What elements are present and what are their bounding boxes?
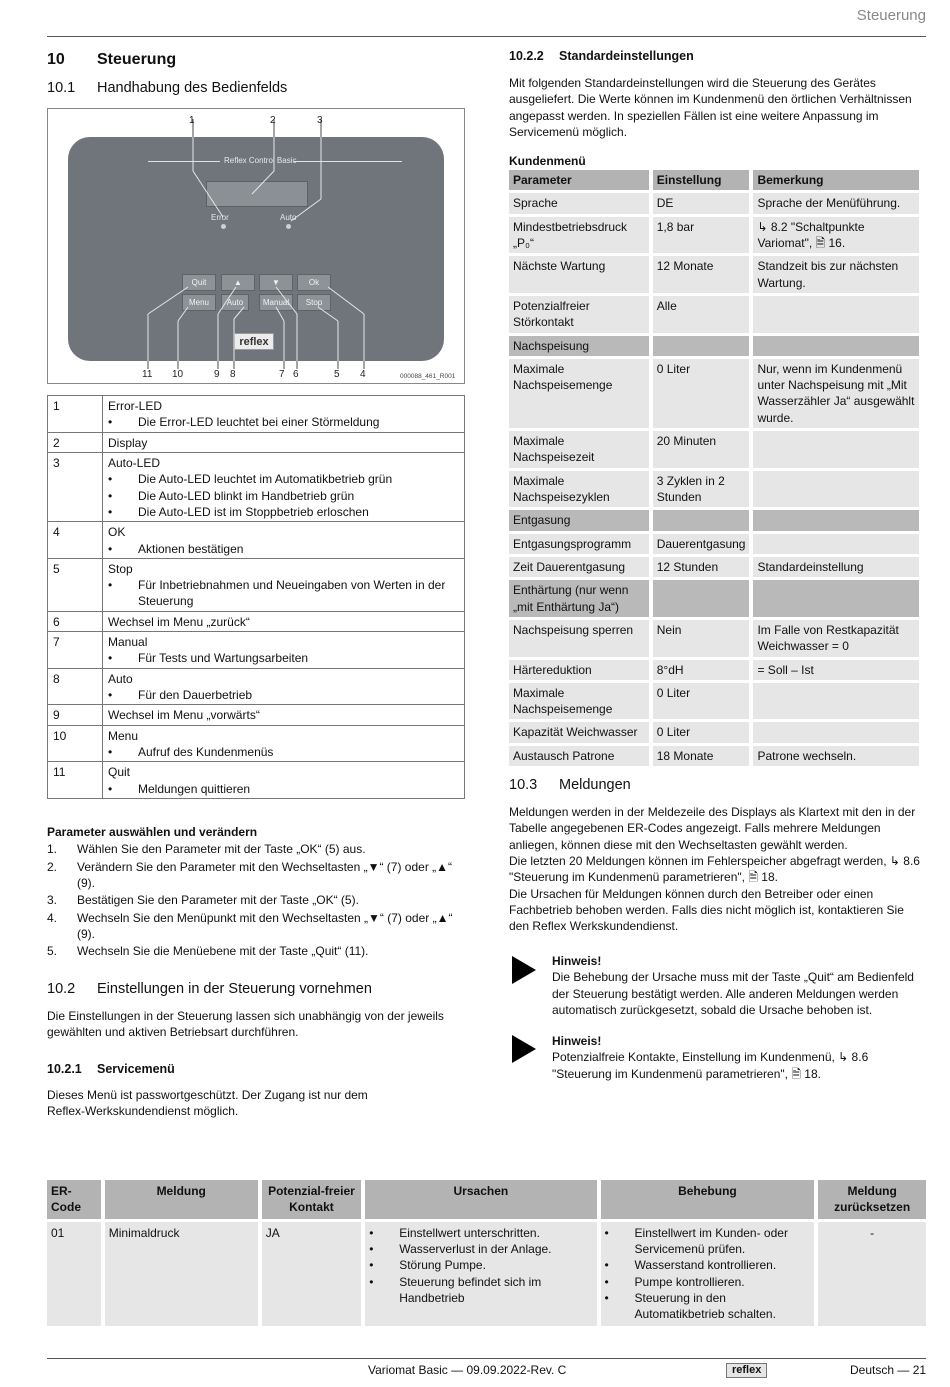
legend-description <box>103 396 465 433</box>
step-index: 1. <box>47 842 58 857</box>
up-key[interactable]: ▲ <box>221 274 255 291</box>
setting-cell: Alle <box>653 296 750 333</box>
section-10-3-heading: 10.3 Meldungen <box>509 777 631 793</box>
kundenmenu-row <box>509 557 919 577</box>
setting-cell: 18 Monate <box>653 746 750 766</box>
legend-description <box>103 725 465 762</box>
legend-bullet: • Meldungen quittieren <box>108 781 459 797</box>
legend-title: Auto <box>108 671 133 686</box>
remark-cell <box>753 683 919 720</box>
legend-number: 6 <box>48 611 103 631</box>
legend-number: 7 <box>48 632 103 669</box>
hint-arrow-icon <box>512 956 536 984</box>
parameter-cell: Maximale Nachspeisezeit <box>509 431 649 468</box>
menu-key[interactable]: Menu <box>182 294 216 311</box>
kundenmenu-section-row <box>509 580 919 617</box>
parameter-heading: Parameter auswählen und verändern <box>47 825 258 839</box>
er-code-table <box>43 1177 930 1329</box>
setting-cell <box>653 336 750 356</box>
legend-row <box>48 396 465 433</box>
setting-cell: 0 Liter <box>653 359 750 428</box>
remark-cell <box>753 510 919 530</box>
parameter-cell: Potenzialfreier Störkontakt <box>509 296 649 333</box>
error-led-label: Error <box>211 213 229 222</box>
callout-2: 2 <box>270 115 276 126</box>
er-behebung-cell <box>601 1222 815 1326</box>
callout-3: 3 <box>317 115 323 126</box>
parameter-cell: Zeit Dauerentgasung <box>509 557 649 577</box>
behebung-bullet: • Einstellwert im Kunden- oder Servicemenü prüfen. <box>605 1225 811 1258</box>
ursache-bullet: • Wasserverlust in der Anlage. <box>369 1241 592 1257</box>
header-rule <box>47 36 926 37</box>
legend-number: 3 <box>48 452 103 521</box>
legend-title: Error-LED <box>108 399 163 413</box>
figure-code: 000088_461_R001 <box>400 373 456 380</box>
parameter-cell: Maximale Nachspeisezyklen <box>509 471 649 508</box>
remark-cell <box>753 471 919 508</box>
setting-cell: Nein <box>653 620 750 657</box>
legend-table <box>47 395 465 799</box>
setting-cell: 0 Liter <box>653 683 750 720</box>
hint-1-text: Die Behebung der Ursache muss mit der Taste „Quit“ am Bedienfeld der Steuerung bestätigt werden. Alle anderen Meldungen werden automatisch zurückgesetzt, sobald die Ursache behoben ist. <box>552 970 914 1017</box>
setting-cell: 0 Liter <box>653 722 750 742</box>
hint-arrow-icon <box>512 1035 536 1063</box>
section-10-2-heading: 10.2 Einstellungen in der Steuerung vornehmen <box>47 981 372 997</box>
step-text: Wechseln Sie den Menüpunkt mit den Wechseltasten „▼“ (7) oder „▲“ (9). <box>77 910 453 941</box>
auto-led-label: Auto <box>280 213 297 222</box>
er-header-cell: Ursachen <box>365 1180 596 1219</box>
kundenmenu-row <box>509 359 919 428</box>
parameter-step <box>47 841 465 857</box>
legend-title: Auto-LED <box>108 455 161 470</box>
legend-row <box>48 558 465 611</box>
step-index: 2. <box>47 859 58 874</box>
legend-title: Stop <box>108 561 133 576</box>
parameter-cell: Entgasung <box>509 510 649 530</box>
er-header-cell: Meldung <box>105 1180 258 1219</box>
legend-number: 11 <box>48 762 103 799</box>
parameter-cell: Mindestbetriebsdruck „P₀“ <box>509 217 649 254</box>
hint-2 <box>552 1033 926 1082</box>
parameter-cell: Nachspeisung <box>509 336 649 356</box>
remark-cell <box>753 580 919 617</box>
callout-1: 1 <box>189 115 195 126</box>
callout-5: 5 <box>334 369 340 380</box>
legend-number: 8 <box>48 668 103 705</box>
legend-row <box>48 452 465 521</box>
legend-bullet: • Die Auto-LED ist im Stoppbetrieb erloschen <box>108 504 459 520</box>
legend-title: Display <box>108 435 148 450</box>
legend-bullet: • Die Auto-LED leuchtet im Automatikbetrieb grün <box>108 471 459 487</box>
er-meldung-cell: Minimaldruck <box>105 1222 258 1326</box>
callout-10: 10 <box>172 369 184 380</box>
remark-cell: Im Falle von Restkapazität Weichwasser = 0 <box>753 620 919 657</box>
legend-title: OK <box>108 525 126 540</box>
remark-cell <box>753 431 919 468</box>
legend-title: Menu <box>108 728 139 743</box>
kundenmenu-header-cell: Einstellung <box>653 170 750 190</box>
remark-cell <box>753 722 919 742</box>
legend-row <box>48 705 465 725</box>
step-text: Bestätigen Sie den Parameter mit der Taste „OK“ (5). <box>77 893 359 908</box>
kundenmenu-row <box>509 620 919 657</box>
parameter-cell: Nächste Wartung <box>509 256 649 293</box>
legend-row <box>48 632 465 669</box>
section-10-heading: 10 Steuerung <box>47 51 177 68</box>
remark-cell: Nur, wenn im Kundenmenü unter Nachspeisung mit „Mit Wasserzähler Ja“ ausgewählt wurde. <box>753 359 919 428</box>
parameter-cell: Härtereduktion <box>509 660 649 680</box>
kundenmenu-header-row <box>509 170 919 190</box>
legend-number: 1 <box>48 396 103 433</box>
ok-key[interactable]: Ok <box>297 274 331 291</box>
ursache-bullet: • Störung Pumpe. <box>369 1257 592 1273</box>
kundenmenu-row <box>509 746 919 766</box>
callout-6: 6 <box>293 369 299 380</box>
parameter-cell: Entgasungsprogramm <box>509 534 649 554</box>
legend-bullet: • Für den Dauerbetrieb <box>108 687 459 703</box>
footer-rule <box>47 1358 926 1359</box>
er-header-cell: ER-Code <box>47 1180 101 1219</box>
legend-title: Quit <box>108 765 131 780</box>
parameter-cell: Enthärtung (nur wenn „mit Enthärtung Ja“) <box>509 580 649 617</box>
kundenmenu-section-row <box>509 336 919 356</box>
manual-key[interactable]: Manual <box>259 294 293 311</box>
legend-bullet: • Aufruf des Kundenmenüs <box>108 744 459 760</box>
legend-bullet: • Für Inbetriebnahmen und Neueingaben von Werten in der Steuerung <box>108 577 459 610</box>
legend-number: 10 <box>48 725 103 762</box>
er-header-cell: Potenzial-freier Kontakt <box>262 1180 362 1219</box>
messages-paragraph-3: Die Ursachen für Meldungen können durch den Betreiber oder einen Fachbetrieb behoben werden. Falls dies nicht möglich ist, kontaktieren Sie den Reflex Werkskundendienst. <box>509 886 904 934</box>
legend-bullet: • Für Tests und Wartungsarbeiten <box>108 650 459 666</box>
legend-row <box>48 522 465 559</box>
ursache-bullet: • Steuerung befindet sich im Handbetrieb <box>369 1274 592 1307</box>
legend-description <box>103 668 465 705</box>
legend-title: Manual <box>108 635 148 650</box>
legend-description <box>103 611 465 631</box>
remark-cell: = Soll – Ist <box>753 660 919 680</box>
remark-cell: Sprache der Menüführung. <box>753 193 919 213</box>
setting-cell <box>653 510 750 530</box>
down-key[interactable]: ▼ <box>259 274 293 291</box>
parameter-step <box>47 910 465 943</box>
kundenmenu-row <box>509 193 919 213</box>
section-10-2-body: Die Einstellungen in der Steuerung lassen sich unabhängig von der jeweils gewählten und aktiven Betriebsart durchführen. <box>47 1009 444 1040</box>
legend-number: 2 <box>48 432 103 452</box>
kundenmenu-header-cell: Parameter <box>509 170 649 190</box>
kundenmenu-section-row <box>509 510 919 530</box>
callout-7: 7 <box>279 369 285 380</box>
step-index: 3. <box>47 893 58 908</box>
er-kontakt-cell: JA <box>262 1222 362 1326</box>
behebung-bullet: • Steuerung in den Automatikbetrieb schalten. <box>605 1290 811 1323</box>
control-panel-figure <box>47 108 465 384</box>
parameter-step <box>47 859 465 892</box>
auto-key[interactable]: Auto <box>221 294 249 311</box>
setting-cell: Dauerentgasung <box>653 534 750 554</box>
kundenmenu-row <box>509 256 919 293</box>
setting-cell: 12 Stunden <box>653 557 750 577</box>
behebung-bullet: • Pumpe kontrollieren. <box>605 1274 811 1290</box>
step-text: Verändern Sie den Parameter mit den Wechseltasten „▼“ (7) oder „▲“ (9). <box>77 859 453 890</box>
legend-row <box>48 611 465 631</box>
parameter-cell: Kapazität Weichwasser <box>509 722 649 742</box>
section-10-2-2-heading: 10.2.2 Standardeinstellungen <box>509 49 694 63</box>
parameter-steps <box>47 841 465 959</box>
footer-page-info: Deutsch — 21 <box>850 1363 927 1377</box>
kundenmenu-row <box>509 217 919 254</box>
setting-cell: 8°dH <box>653 660 750 680</box>
legend-number: 4 <box>48 522 103 559</box>
legend-description <box>103 432 465 452</box>
remark-cell: Patrone wechseln. <box>753 746 919 766</box>
hint-1 <box>552 953 926 1018</box>
callout-8: 8 <box>230 369 236 380</box>
panel-logo: reflex <box>234 333 274 350</box>
parameter-section <box>47 824 465 961</box>
parameter-cell: Maximale Nachspeisemenge <box>509 683 649 720</box>
legend-row <box>48 762 465 799</box>
stop-key[interactable]: Stop <box>297 294 331 311</box>
quit-key[interactable]: Quit <box>182 274 216 291</box>
hint-2-text: Potenzialfreie Kontakte, Einstellung im Kundenmenü, ↳ 8.6 "Steuerung im Kundenmenü parametrieren", 🗎 18. <box>552 1050 869 1081</box>
section-10-2-1-body: Dieses Menü ist passwortgeschützt. Der Zugang ist nur dem Reflex-Werkskundendienst möglich. <box>47 1088 368 1119</box>
parameter-cell: Sprache <box>509 193 649 213</box>
footer-logo: reflex <box>726 1363 767 1378</box>
remark-cell: Standardeinstellung <box>753 557 919 577</box>
kundenmenu-row <box>509 683 919 720</box>
section-10-1-heading: 10.1 Handhabung des Bedienfelds <box>47 80 288 96</box>
footer-document-info: Variomat Basic — 09.09.2022-Rev. C <box>368 1363 567 1377</box>
legend-description <box>103 705 465 725</box>
setting-cell: DE <box>653 193 750 213</box>
parameter-cell: Nachspeisung sperren <box>509 620 649 657</box>
callout-4: 4 <box>360 369 366 380</box>
section-10-2-1-heading: 10.2.1 Servicemenü <box>47 1062 175 1076</box>
legend-row <box>48 725 465 762</box>
legend-description <box>103 762 465 799</box>
kundenmenu-row <box>509 471 919 508</box>
setting-cell: 12 Monate <box>653 256 750 293</box>
legend-bullet: • Die Error-LED leuchtet bei einer Störmeldung <box>108 414 459 430</box>
legend-description <box>103 522 465 559</box>
callout-9: 9 <box>214 369 220 380</box>
section-10-2-2-body: Mit folgenden Standardeinstellungen wird die Steuerung des Gerätes ausgeliefert. Die Werte können im Kundenmenü den örtlichen Verhältnissen angepasst werden. In speziellen Fällen ist eine weitere Anpassung im Servicemenü möglich. <box>509 76 912 139</box>
kundenmenu-row <box>509 431 919 468</box>
behebung-bullet: • Wasserstand kontrollieren. <box>605 1257 811 1273</box>
legend-description <box>103 452 465 521</box>
step-text: Wechseln Sie die Menüebene mit der Taste „Quit“ (11). <box>77 944 369 959</box>
legend-row <box>48 668 465 705</box>
er-reset-cell: - <box>818 1222 926 1326</box>
remark-cell <box>753 296 919 333</box>
step-index: 4. <box>47 910 58 925</box>
step-index: 5. <box>47 944 58 959</box>
parameter-cell: Maximale Nachspeisemenge <box>509 359 649 428</box>
er-header-cell: Meldung zurücksetzen <box>818 1180 926 1219</box>
ursache-bullet: • Einstellwert unterschritten. <box>369 1225 592 1241</box>
setting-cell: 1,8 bar <box>653 217 750 254</box>
legend-title: Wechsel im Menu „vorwärts“ <box>108 708 260 723</box>
hint-2-title: Hinweis! <box>552 1034 602 1048</box>
kundenmenu-table <box>505 167 923 769</box>
legend-description <box>103 632 465 669</box>
messages-paragraph-2: Die letzten 20 Meldungen können im Fehlerspeicher abgefragt werden, ↳ 8.6 "Steuerung im Kundenmenü parametrieren", 🗎 18. <box>509 853 920 885</box>
er-ursachen-cell <box>365 1222 596 1326</box>
parameter-step <box>47 892 465 908</box>
callout-11: 11 <box>142 369 153 380</box>
kundenmenu-header-cell: Bemerkung <box>753 170 919 190</box>
kundenmenu-row <box>509 296 919 333</box>
kundenmenu-row <box>509 722 919 742</box>
panel-brand-label: Reflex Control Basic <box>224 156 297 165</box>
kundenmenu-heading: Kundenmenü <box>509 154 586 168</box>
remark-cell: Standzeit bis zur nächsten Wartung. <box>753 256 919 293</box>
messages-paragraph-1: Meldungen werden in der Meldezeile des Displays als Klartext mit den in der Tabelle angegebenen ER-Codes angezeigt. Falls mehrere Meldungen anliegen, können diese mit den Wechseltasten gewählt werden. <box>509 805 916 852</box>
kundenmenu-row <box>509 534 919 554</box>
legend-number: 9 <box>48 705 103 725</box>
legend-number: 5 <box>48 558 103 611</box>
er-header-cell: Behebung <box>601 1180 815 1219</box>
remark-cell <box>753 534 919 554</box>
callout-lines <box>48 109 466 385</box>
legend-bullet: • Aktionen bestätigen <box>108 541 459 557</box>
setting-cell: 20 Minuten <box>653 431 750 468</box>
running-header: Steuerung <box>856 7 926 24</box>
hint-1-title: Hinweis! <box>552 954 602 968</box>
step-text: Wählen Sie den Parameter mit der Taste „OK“ (5) aus. <box>77 842 366 857</box>
remark-cell: ↳ 8.2 "Schaltpunkte Variomat", 🗎 16. <box>753 217 919 254</box>
legend-row <box>48 432 465 452</box>
setting-cell <box>653 580 750 617</box>
legend-bullet: • Die Auto-LED blinkt im Handbetrieb grün <box>108 488 459 504</box>
legend-title: Wechsel im Menu „zurück“ <box>108 614 250 629</box>
parameter-cell: Austausch Patrone <box>509 746 649 766</box>
er-code-cell: 01 <box>47 1222 101 1326</box>
parameter-step <box>47 943 465 959</box>
remark-cell <box>753 336 919 356</box>
setting-cell: 3 Zyklen in 2 Stunden <box>653 471 750 508</box>
legend-description <box>103 558 465 611</box>
kundenmenu-row <box>509 660 919 680</box>
section-10-3-body <box>509 804 927 935</box>
